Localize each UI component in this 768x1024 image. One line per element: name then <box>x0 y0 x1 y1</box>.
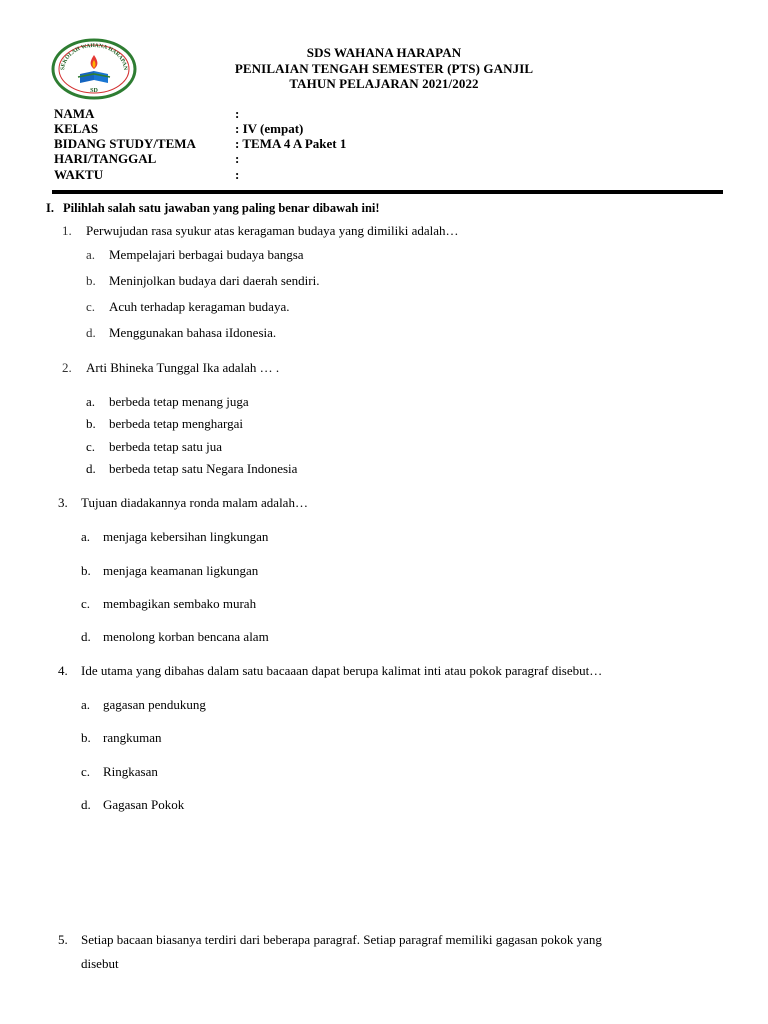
option-letter: b. <box>81 563 91 578</box>
option-text: membagikan sembako murah <box>103 596 257 611</box>
field-value-hari: : <box>235 151 240 166</box>
option-letter: a. <box>86 394 96 409</box>
option-text: berbeda tetap satu Negara Indonesia <box>109 461 298 476</box>
field-label-nama: NAMA <box>54 106 95 121</box>
option-letter: d. <box>81 797 91 812</box>
option-text: rangkuman <box>103 730 162 745</box>
header-divider <box>52 190 723 194</box>
question-text-continuation: disebut <box>81 956 119 971</box>
field-label-hari: HARI/TANGGAL <box>54 151 157 166</box>
option-text: berbeda tetap menghargai <box>109 416 244 431</box>
question-number: 5. <box>58 932 68 947</box>
academic-year: TAHUN PELAJARAN 2021/2022 <box>289 76 479 91</box>
option-letter: c. <box>81 596 91 611</box>
option-letter: b. <box>81 730 91 745</box>
option-letter: c. <box>86 299 96 314</box>
option-text: gagasan pendukung <box>103 697 206 712</box>
option-letter: a. <box>81 529 91 544</box>
option-letter: d. <box>86 325 96 340</box>
option-text: berbeda tetap menang juga <box>109 394 249 409</box>
option-text: menolong korban bencana alam <box>103 629 269 644</box>
field-label-waktu: WAKTU <box>54 167 104 182</box>
field-label-bidang: BIDANG STUDY/TEMA <box>54 136 196 151</box>
option-text: Gagasan Pokok <box>103 797 185 812</box>
option-letter: d. <box>86 461 96 476</box>
question-text: Perwujudan rasa syukur atas keragaman budaya yang dimiliki adalah… <box>86 223 459 238</box>
option-letter: c. <box>86 439 96 454</box>
field-label-kelas: KELAS <box>54 121 99 136</box>
question-text: Tujuan diadakannya ronda malam adalah… <box>81 495 308 510</box>
option-text: Meninjolkan budaya dari daerah sendiri. <box>109 273 320 288</box>
question-number: 2. <box>62 360 72 375</box>
option-text: Acuh terhadap keragaman budaya. <box>109 299 290 314</box>
field-value-waktu: : <box>235 167 240 182</box>
question-number: 1. <box>62 223 72 238</box>
option-text: Ringkasan <box>103 764 158 779</box>
option-text: menjaga keamanan ligkungan <box>103 563 259 578</box>
option-letter: a. <box>86 247 96 262</box>
logo-base-text: SD <box>90 88 98 94</box>
section-number: I. <box>46 201 54 215</box>
question-text: Arti Bhineka Tunggal Ika adalah … . <box>86 360 280 375</box>
option-letter: a. <box>81 697 91 712</box>
option-text: Mempelajari berbagai budaya bangsa <box>109 247 304 262</box>
question-text: Setiap bacaan biasanya terdiri dari beberapa paragraf. Setiap paragraf memiliki gagasan pokok yang <box>81 932 602 947</box>
logo-arc-text: SEKOLAH WAHANA HARAPAN <box>59 42 129 71</box>
exam-title: PENILAIAN TENGAH SEMESTER (PTS) GANJIL <box>234 61 534 76</box>
option-letter: c. <box>81 764 91 779</box>
section-instruction: Pilihlah salah satu jawaban yang paling benar dibawah ini! <box>63 201 380 215</box>
option-text: berbeda tetap satu jua <box>109 439 222 454</box>
option-text: Menggunakan bahasa iIdonesia. <box>109 325 277 340</box>
field-value-nama: : <box>235 106 240 121</box>
school-name: SDS WAHANA HARAPAN <box>306 45 462 60</box>
option-letter: b. <box>86 273 96 288</box>
option-letter: d. <box>81 629 91 644</box>
question-text: Ide utama yang dibahas dalam satu bacaaan dapat berupa kalimat inti atau pokok paragraf disebut… <box>81 663 603 678</box>
question-number: 4. <box>58 663 68 678</box>
question-number: 3. <box>58 495 68 510</box>
option-text: menjaga kebersihan lingkungan <box>103 529 269 544</box>
option-letter: b. <box>86 416 96 431</box>
field-value-kelas: : IV (empat) <box>235 121 304 136</box>
field-value-bidang: : TEMA 4 A Paket 1 <box>235 136 347 151</box>
